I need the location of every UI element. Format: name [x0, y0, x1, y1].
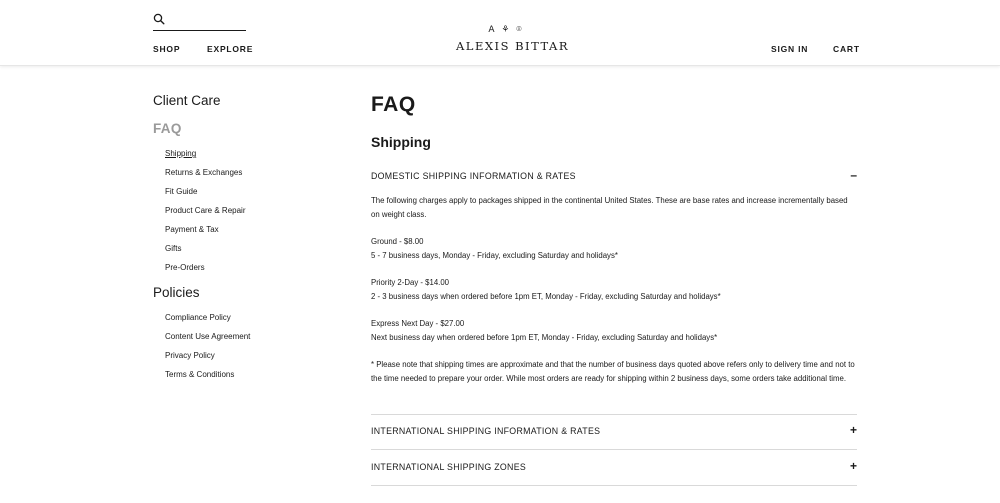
nav-shop[interactable]: SHOP — [153, 44, 181, 54]
collapse-icon[interactable]: – — [850, 168, 857, 182]
nav-explore[interactable]: EXPLORE — [207, 44, 254, 54]
rate-priority-detail: 2 - 3 business days when ordered before 1pm ET, Monday - Friday, excluding Saturday and holidays* — [371, 292, 721, 301]
sidebar-item-pre-orders[interactable]: Pre-Orders — [165, 263, 205, 272]
sidebar-item-payment-tax[interactable]: Payment & Tax — [165, 225, 219, 234]
section-title: Shipping — [371, 134, 431, 150]
sidebar-item-product-care-repair[interactable]: Product Care & Repair — [165, 206, 246, 215]
search-icon[interactable] — [153, 13, 165, 25]
sidebar-item-privacy-policy[interactable]: Privacy Policy — [165, 351, 215, 360]
search-bar — [153, 12, 246, 31]
nav-cart[interactable]: CART — [833, 44, 860, 54]
accordion-international-zones[interactable] — [371, 459, 857, 476]
shipping-note: * Please note that shipping times are approximate and that the number of business days quoted above refers only to delivery time and not to the time needed to prepare your order. While most orders are ready for shipping within 2 business days, some orders take additional time. — [371, 360, 855, 383]
rate-express-name: Express Next Day - $27.00 — [371, 319, 465, 328]
logo-wordmark: ALEXIS BITTAR — [456, 39, 569, 53]
expand-icon[interactable]: + — [849, 459, 857, 473]
nav-sign-in[interactable]: SIGN IN — [771, 44, 809, 54]
divider — [371, 449, 857, 450]
sidebar-item-compliance-policy[interactable]: Compliance Policy — [165, 313, 231, 322]
site-header — [0, 0, 1000, 66]
policies-heading: Policies — [153, 285, 200, 300]
sidebar-item-content-use-agreement[interactable]: Content Use Agreement — [165, 332, 251, 341]
shipping-intro: The following charges apply to packages shipped in the continental United States. These are base rates and increase incrementally based on weight class. — [371, 196, 848, 219]
rate-express-detail: Next business day when ordered before 1pm ET, Monday - Friday, excluding Saturday and holidays* — [371, 333, 718, 342]
sidebar-item-gifts[interactable]: Gifts — [165, 244, 182, 253]
accordion-title: DOMESTIC SHIPPING INFORMATION & RATES — [371, 171, 576, 181]
rate-priority-name: Priority 2-Day - $14.00 — [371, 278, 449, 287]
page-title: FAQ — [371, 93, 416, 116]
search-input[interactable] — [169, 12, 245, 29]
rate-ground-detail: 5 - 7 business days, Monday - Friday, excluding Saturday and holidays* — [371, 251, 618, 260]
accordion-title: INTERNATIONAL SHIPPING ZONES — [371, 462, 527, 472]
logo-emblem: A ⚘ ⌾ — [488, 25, 524, 35]
faq-heading[interactable]: FAQ — [153, 121, 182, 136]
sidebar-item-returns-exchanges[interactable]: Returns & Exchanges — [165, 168, 243, 177]
sidebar-item-fit-guide[interactable]: Fit Guide — [165, 187, 198, 196]
sidebar-item-shipping[interactable]: Shipping — [165, 149, 197, 158]
accordion-international-shipping[interactable] — [371, 423, 857, 440]
client-care-heading: Client Care — [153, 93, 221, 108]
divider — [371, 485, 857, 486]
divider — [371, 414, 857, 415]
brand-logo[interactable] — [456, 25, 569, 55]
sidebar-item-terms-conditions[interactable]: Terms & Conditions — [165, 370, 235, 379]
accordion-domestic-shipping[interactable] — [371, 168, 857, 185]
accordion-title: INTERNATIONAL SHIPPING INFORMATION & RATES — [371, 426, 601, 436]
expand-icon[interactable]: + — [849, 423, 857, 437]
rate-ground-name: Ground - $8.00 — [371, 237, 424, 246]
